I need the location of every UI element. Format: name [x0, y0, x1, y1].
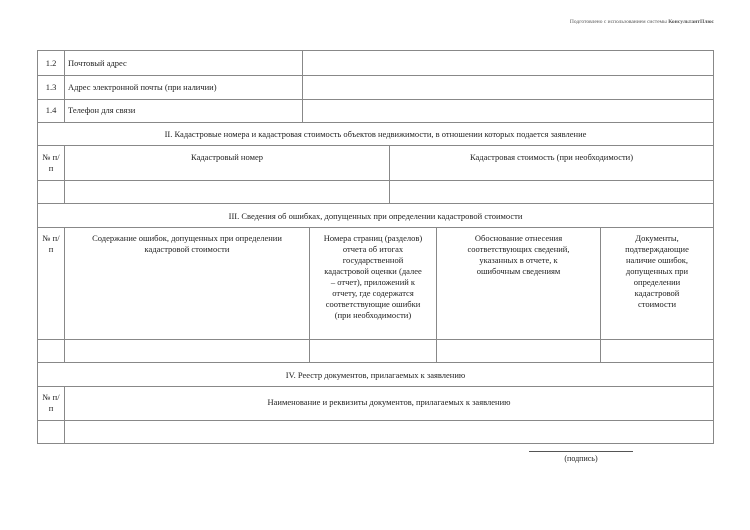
section-4-title — [37, 363, 714, 387]
phone-field[interactable] — [303, 100, 713, 122]
signature-label: (подпись) — [564, 454, 598, 463]
col-cadastral-number: Кадастровый номер — [65, 146, 390, 180]
col-cadastral-value: Кадастровая стоимость (при необходимости) — [469, 152, 634, 162]
cadastral-number-cell[interactable] — [65, 181, 390, 203]
num-cell[interactable] — [38, 181, 65, 203]
postal-address-field[interactable] — [303, 51, 713, 75]
col-num: № п/п — [38, 228, 65, 339]
header-note — [570, 19, 714, 25]
row-label: Адрес электронной почты (при наличии) — [65, 76, 303, 99]
col-num: № п/п — [38, 146, 65, 180]
row-number: 1.4 — [38, 100, 65, 122]
table-row — [37, 50, 714, 76]
row-label: Почтовый адрес — [65, 51, 303, 75]
num-cell[interactable] — [38, 340, 65, 362]
table-row — [37, 340, 714, 363]
error-content-cell[interactable] — [65, 340, 310, 362]
cadastral-value-cell[interactable] — [390, 181, 713, 203]
basis-cell[interactable] — [437, 340, 601, 362]
section-3-header — [37, 228, 714, 340]
section-4-header — [37, 387, 714, 421]
form-table — [37, 50, 714, 444]
col-document-name: Наименование и реквизиты документов, прилагаемых к заявлению — [267, 397, 511, 407]
table-row — [37, 181, 714, 204]
row-label: Телефон для связи — [65, 100, 303, 122]
header-note-prefix: Подготовлено с использованием системы — [569, 19, 669, 25]
header-note-brand: КонсультантПлюс — [668, 19, 714, 25]
row-number: 1.2 — [38, 51, 65, 75]
col-num: № п/п — [38, 387, 65, 420]
col-error-content: Содержание ошибок, допущенных при определении кадастровой стоимости — [65, 228, 310, 339]
col-report-pages: Номера страниц (разделов) отчета об итогах государственной кадастровой оценки (далее – отчет), приложений к отчету, где содержатся соответствующие ошибки (при необходимости) — [310, 228, 437, 339]
signature-line[interactable] — [529, 451, 633, 452]
row-number: 1.3 — [38, 76, 65, 99]
section-2-title — [37, 123, 714, 146]
col-basis: Обоснование отнесения соответствующих сведений, указанных в отчете, к ошибочным сведениям — [437, 228, 601, 339]
report-pages-cell[interactable] — [310, 340, 437, 362]
document-name-cell[interactable] — [65, 421, 713, 443]
col-supporting-docs: Документы, подтверждающие наличие ошибок, допущенных при определении кадастровой стоимости — [625, 233, 689, 309]
num-cell[interactable] — [38, 421, 65, 443]
table-row — [37, 421, 714, 444]
section-2-title-text: II. Кадастровые номера и кадастровая стоимость объектов недвижимости, в отношении которых подается заявление — [164, 129, 587, 139]
section-4-title-text: IV. Реестр документов, прилагаемых к заявлению — [285, 369, 466, 380]
table-row — [37, 76, 714, 100]
supporting-docs-cell[interactable] — [601, 340, 713, 362]
section-3-title — [37, 204, 714, 228]
section-3-title-text: III. Сведения об ошибках, допущенных при определении кадастровой стоимости — [228, 210, 523, 221]
section-2-header — [37, 146, 714, 181]
email-field[interactable] — [303, 76, 713, 99]
table-row — [37, 100, 714, 123]
